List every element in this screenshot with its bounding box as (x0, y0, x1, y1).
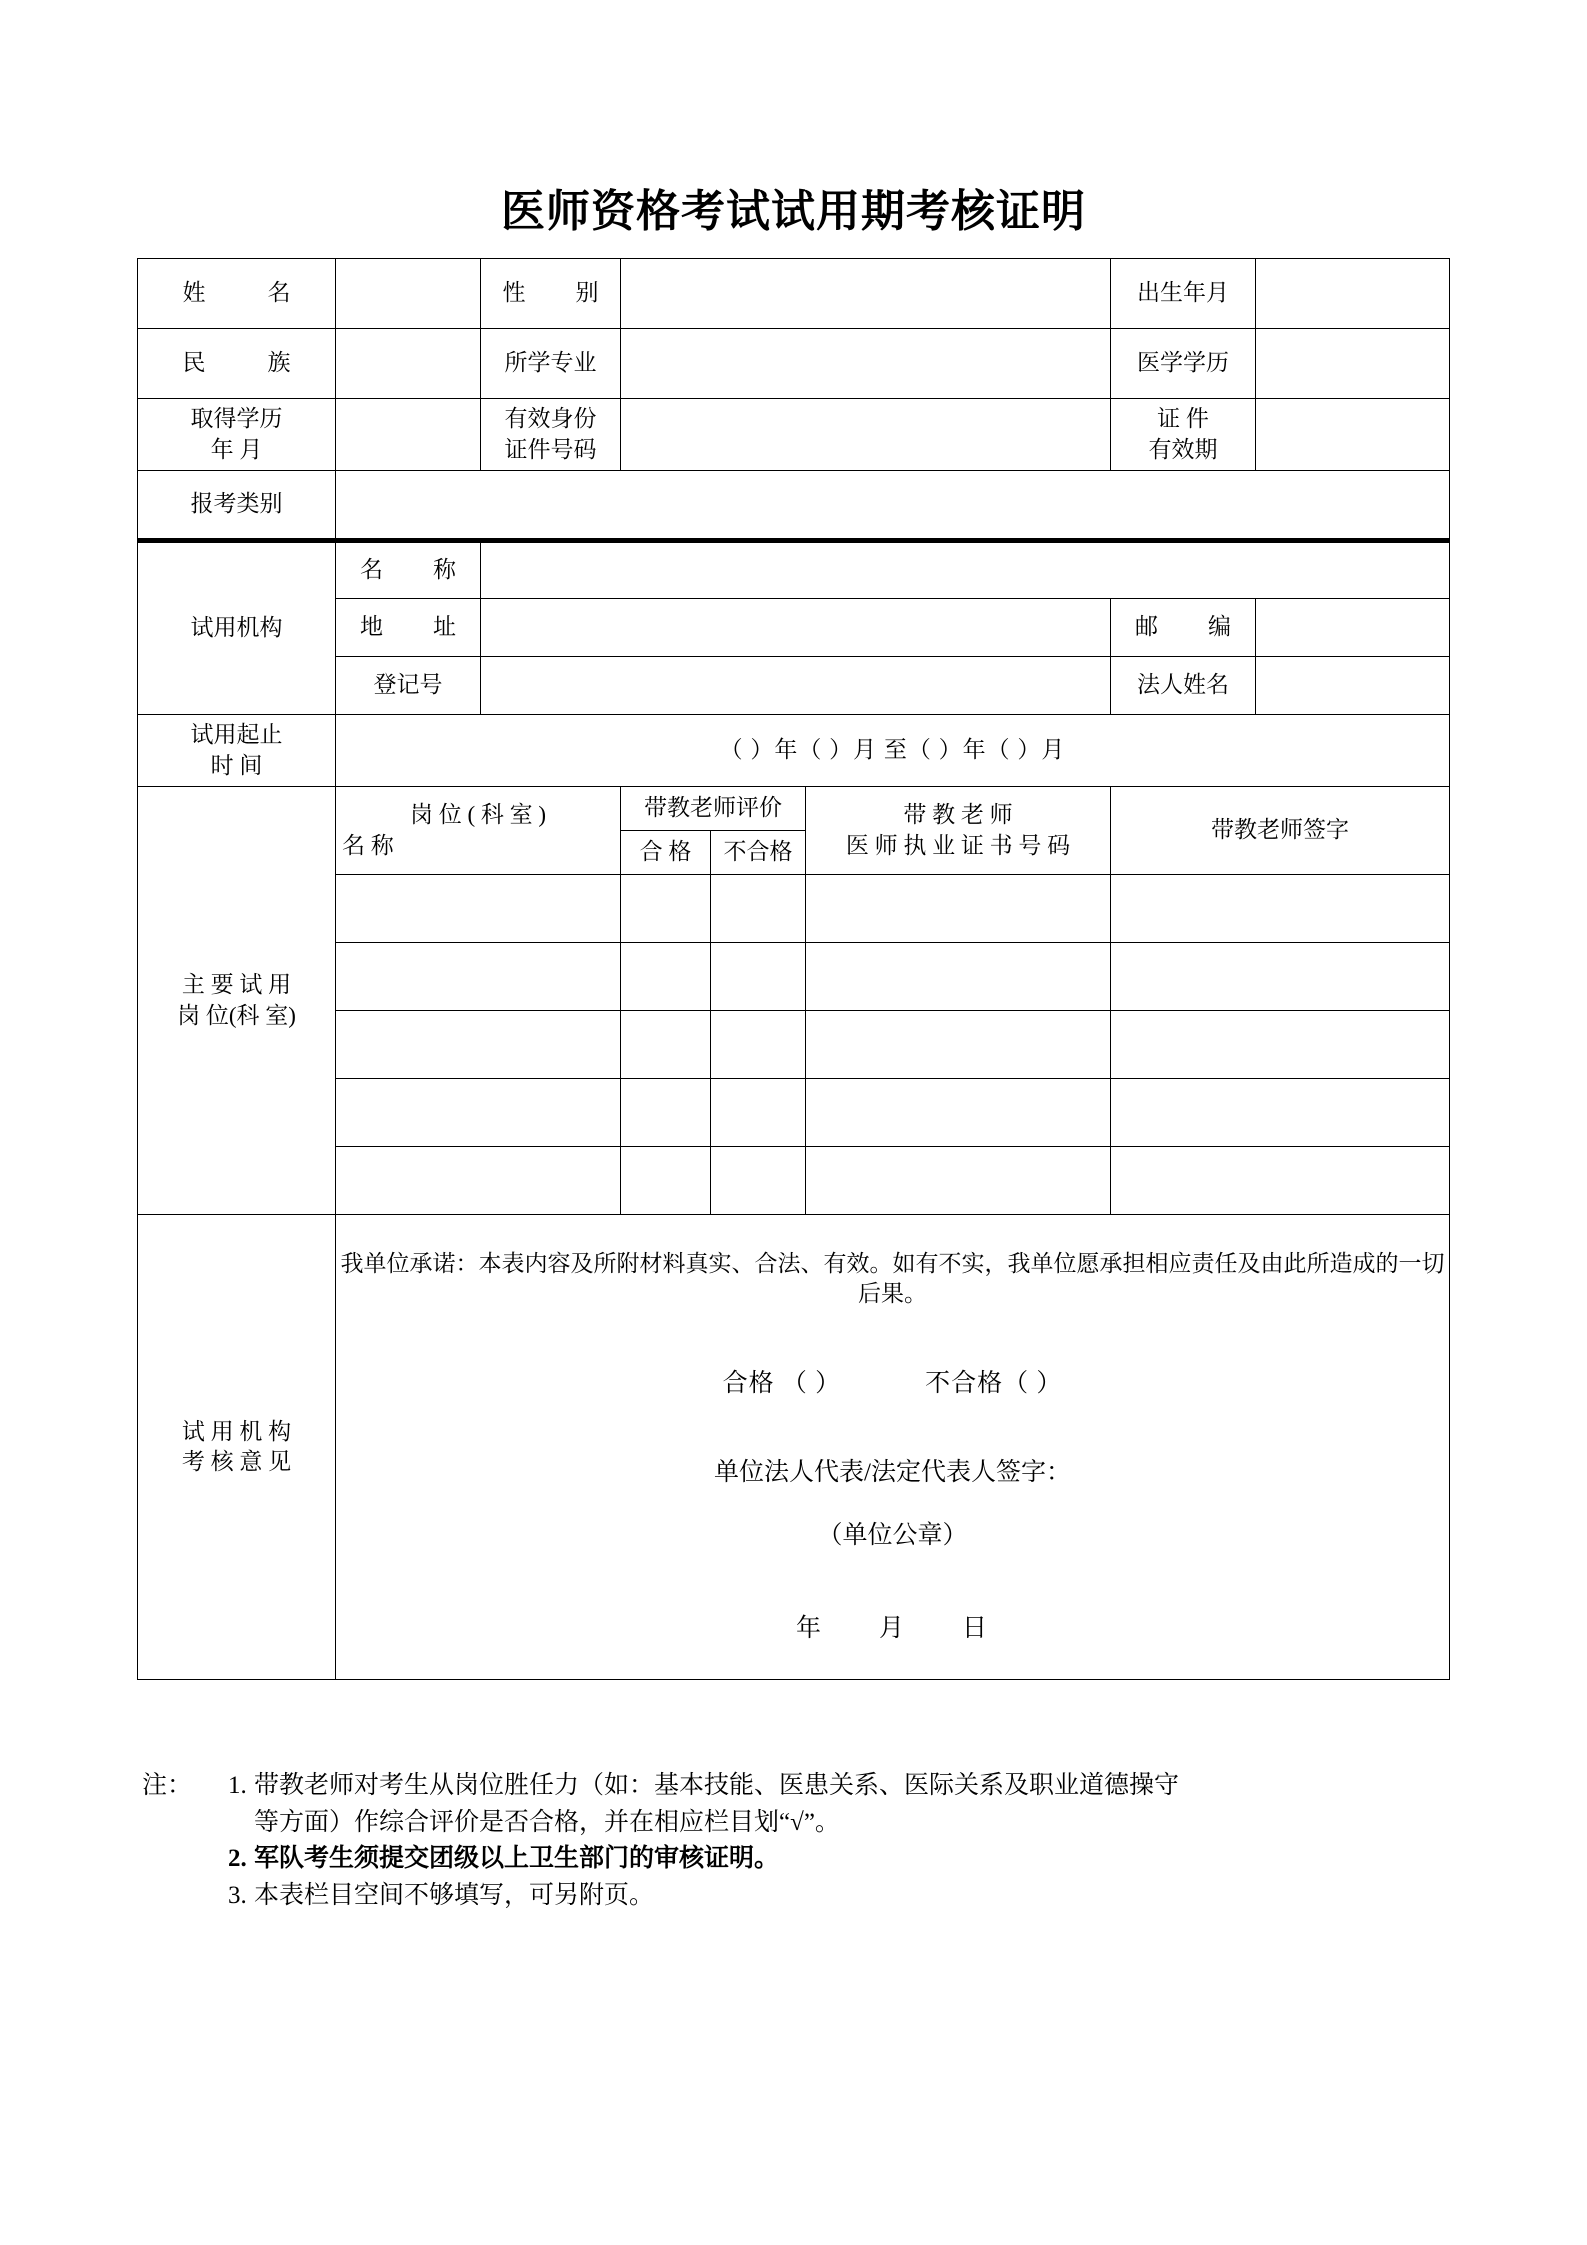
table-row-degree-date (138, 399, 1450, 471)
opinion-commitment-text: 我单位承诺：本表内容及所附材料真实、合法、有效。如有不实，我单位愿承担相应责任及由此所造成的一切后果。 (340, 1250, 1445, 1306)
opinion-fail-option[interactable]: 不合格（ ） (925, 1370, 1063, 1398)
header-post-name-line1: 岗 位 ( 科 室 ) (409, 802, 547, 828)
header-license-line1: 带 教 老 师 (903, 802, 1013, 828)
label-period-line2: 时 间 (210, 752, 263, 778)
label-institution-name (336, 541, 481, 599)
field-gender-value[interactable] (621, 259, 1111, 329)
cell-pass[interactable] (621, 875, 711, 943)
cell-signature[interactable] (1111, 1079, 1450, 1147)
label-institution-postcode-text: 邮 编 (1135, 614, 1232, 640)
label-period-line1: 试用起止 (190, 722, 283, 748)
label-positions-section-line1: 主 要 试 用 (181, 972, 292, 998)
label-ethnicity-text: 民 族 (182, 350, 291, 376)
field-major-value[interactable] (621, 329, 1111, 399)
cell-fail[interactable] (711, 875, 806, 943)
opinion-content[interactable] (336, 1215, 1450, 1680)
label-cert-validity-line1: 证 件 (1157, 406, 1209, 432)
table-row-institution-name (138, 541, 1450, 599)
header-license-number (806, 787, 1111, 875)
header-evaluation-text: 带教老师评价 (644, 795, 782, 821)
note-1-line1: 带教老师对考生从岗位胜任力（如：基本技能、医患关系、医际关系及职业道德操守 (254, 1772, 1180, 1799)
cell-license-no[interactable] (806, 1147, 1111, 1215)
label-id-number-line2: 证件号码 (504, 436, 597, 462)
header-license-line2: 医 师 执 业 证 书 号 码 (845, 832, 1071, 858)
label-birth-text: 出生年月 (1137, 280, 1230, 306)
field-degree-date-value[interactable] (336, 399, 481, 471)
field-id-number-value[interactable] (621, 399, 1111, 471)
label-name (138, 259, 336, 329)
field-cert-validity-value[interactable] (1256, 399, 1450, 471)
note-3-line1: 本表栏目空间不够填写，可另附页。 (254, 1881, 655, 1909)
label-institution-postcode (1111, 599, 1256, 657)
label-degree-date-line2: 年 月 (210, 436, 263, 462)
header-pass (621, 831, 711, 875)
cell-signature[interactable] (1111, 943, 1450, 1011)
cell-fail[interactable] (711, 1011, 806, 1079)
label-apply-category (138, 471, 336, 541)
label-cert-validity-line2: 有效期 (1148, 436, 1218, 462)
table-row-apply-category (138, 471, 1450, 541)
label-opinion-section-line2: 考 核 意 见 (181, 1449, 292, 1474)
label-institution-legal-person (1111, 657, 1256, 715)
opinion-date-day: 日 (962, 1615, 990, 1643)
cell-post-name[interactable] (336, 943, 621, 1011)
cell-post-name[interactable] (336, 1079, 621, 1147)
header-fail (711, 831, 806, 875)
cell-signature[interactable] (1111, 1147, 1450, 1215)
note-1-line2-wrap (142, 1805, 1452, 1842)
header-post-name (336, 787, 621, 875)
field-apply-category-value[interactable] (336, 471, 1450, 541)
cell-fail[interactable] (711, 943, 806, 1011)
field-medical-degree-value[interactable] (1256, 329, 1450, 399)
notes-section (142, 1768, 1452, 1914)
field-name-value[interactable] (336, 259, 481, 329)
certificate-form-table (137, 258, 1450, 1680)
note-2-line1: 军队考生须提交团级以上卫生部门的审核证明。 (254, 1845, 780, 1872)
header-fail-text: 不合格 (723, 839, 793, 865)
table-row-ethnicity (138, 329, 1450, 399)
table-row-name (138, 259, 1450, 329)
label-degree-date (138, 399, 336, 471)
note-item-1 (142, 1768, 1452, 1805)
note-1-number: 1. (228, 1772, 247, 1799)
opinion-seal-line: （单位公章） (817, 1522, 968, 1550)
note-item-3 (142, 1878, 1452, 1915)
label-id-number-line1: 有效身份 (504, 406, 597, 432)
label-gender (481, 259, 621, 329)
label-institution-registration-text: 登记号 (373, 672, 443, 698)
table-row-positions-header-1 (138, 787, 1450, 831)
cell-pass[interactable] (621, 1079, 711, 1147)
label-ethnicity (138, 329, 336, 399)
label-institution-legal-person-text: 法人姓名 (1137, 672, 1230, 698)
cell-signature[interactable] (1111, 1011, 1450, 1079)
opinion-date-month: 月 (879, 1615, 907, 1643)
label-institution-address-text: 地 址 (360, 614, 456, 640)
cell-post-name[interactable] (336, 1147, 621, 1215)
label-cert-validity (1111, 399, 1256, 471)
cell-post-name[interactable] (336, 1011, 621, 1079)
opinion-signature-line[interactable]: 单位法人代表/法定代表人签字： (714, 1459, 1071, 1487)
label-institution-section-text: 试用机构 (190, 615, 283, 641)
field-institution-address-value[interactable] (481, 599, 1111, 657)
cell-license-no[interactable] (806, 1079, 1111, 1147)
cell-license-no[interactable] (806, 1011, 1111, 1079)
note-3-number: 3. (228, 1881, 247, 1909)
cell-license-no[interactable] (806, 943, 1111, 1011)
cell-post-name[interactable] (336, 875, 621, 943)
label-birth (1111, 259, 1256, 329)
cell-fail[interactable] (711, 1079, 806, 1147)
opinion-date-year: 年 (795, 1615, 823, 1643)
cell-license-no[interactable] (806, 875, 1111, 943)
label-major-text: 所学专业 (504, 350, 597, 376)
field-institution-postcode-value[interactable] (1256, 599, 1450, 657)
field-birth-value[interactable] (1256, 259, 1450, 329)
field-period-value[interactable] (336, 715, 1450, 787)
header-pass-text: 合 格 (639, 839, 692, 865)
label-medical-degree-text: 医学学历 (1137, 350, 1230, 376)
label-institution-name-text: 名 称 (360, 557, 456, 583)
field-institution-legal-person-value[interactable] (1256, 657, 1450, 715)
label-positions-section-line2: 岗 位(科 室) (177, 1002, 296, 1028)
label-apply-category-text: 报考类别 (190, 491, 283, 517)
label-gender-text: 性 别 (502, 280, 599, 306)
label-opinion-section (138, 1215, 336, 1680)
field-ethnicity-value[interactable] (336, 329, 481, 399)
notes-label: 注： (142, 1772, 193, 1799)
label-institution-registration (336, 657, 481, 715)
page-title: 医师资格考试试用期考核证明 (501, 187, 1086, 236)
table-row-opinion (138, 1215, 1450, 1680)
cell-fail[interactable] (711, 1147, 806, 1215)
field-institution-registration-value[interactable] (481, 657, 1111, 715)
cell-pass[interactable] (621, 1147, 711, 1215)
label-name-text: 姓 名 (182, 280, 291, 306)
field-institution-name-value[interactable] (481, 541, 1450, 599)
label-degree-date-line1: 取得学历 (190, 406, 283, 432)
header-teacher-signature (1111, 787, 1450, 875)
label-institution-section (138, 541, 336, 715)
note-1-line2: 等方面）作综合评价是否合格，并在相应栏目划“√”。 (254, 1808, 840, 1836)
header-post-name-line2: 名 称 (342, 832, 394, 858)
label-opinion-section-line1: 试 用 机 构 (181, 1418, 292, 1444)
label-medical-degree (1111, 329, 1256, 399)
opinion-grade-options[interactable] (336, 1367, 1449, 1400)
cell-signature[interactable] (1111, 875, 1450, 943)
label-period (138, 715, 336, 787)
cell-pass[interactable] (621, 1011, 711, 1079)
period-text: （ ）年（ ）月 至（ ）年（ ）月 (719, 737, 1066, 763)
header-teacher-signature-text: 带教老师签字 (1211, 817, 1350, 843)
label-id-number (481, 399, 621, 471)
label-institution-address (336, 599, 481, 657)
table-row-period (138, 715, 1450, 787)
note-item-2 (142, 1841, 1452, 1878)
header-evaluation (621, 787, 806, 831)
note-2-number: 2. (228, 1845, 247, 1872)
opinion-pass-option[interactable]: 合格 （ ） (722, 1370, 842, 1398)
cell-pass[interactable] (621, 943, 711, 1011)
opinion-date-line[interactable] (336, 1612, 1449, 1645)
label-positions-section (138, 787, 336, 1215)
label-major (481, 329, 621, 399)
